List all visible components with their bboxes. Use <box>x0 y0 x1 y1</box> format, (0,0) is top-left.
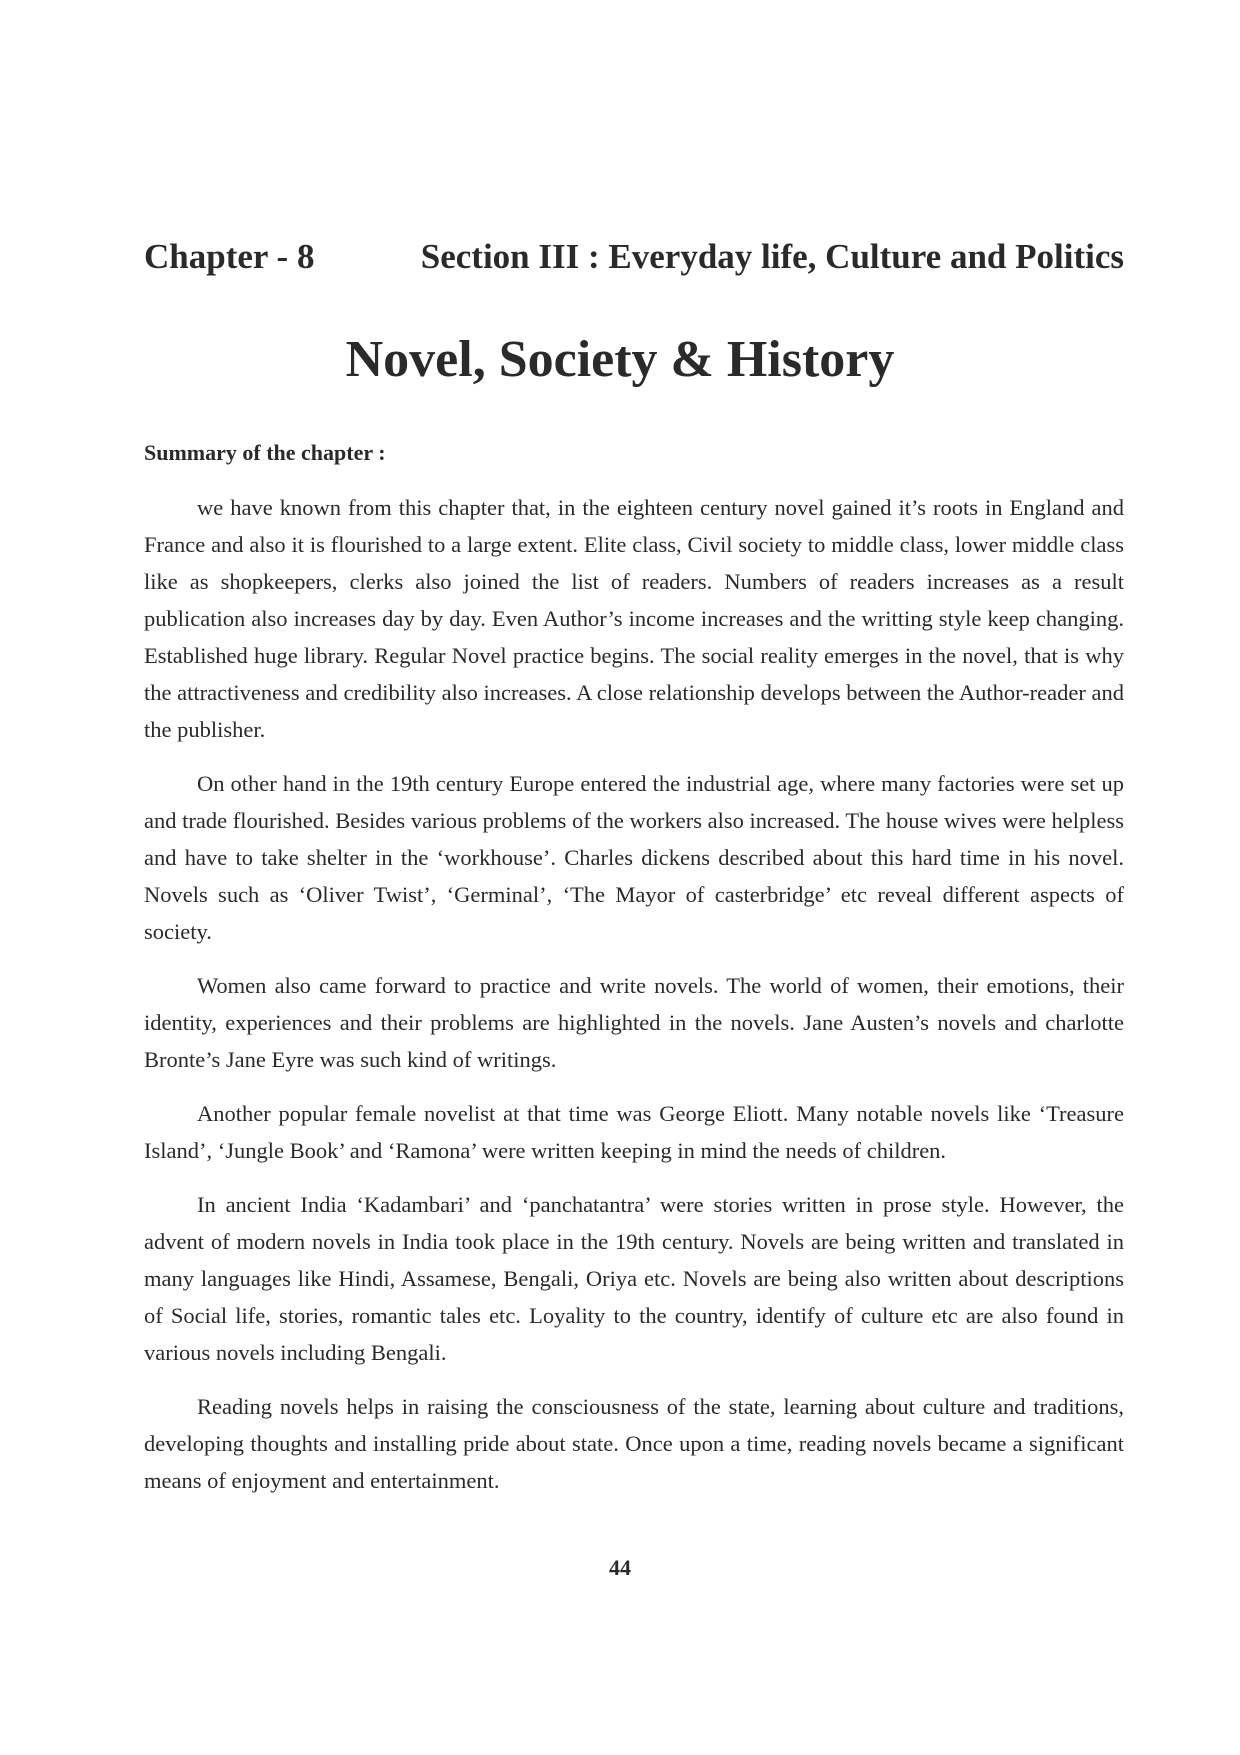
page-number: 44 <box>609 1555 631 1580</box>
paragraph: Women also came forward to practice and write novels. The world of women, their emotions, their identity, experiences and their problems are highlighted in the novels. Jane Austen’s novels and charlotte Bronte’s Jane Eyre was such kind of writings. <box>144 973 1124 1072</box>
summary-heading: Summary of the chapter : <box>144 440 386 465</box>
summary-body <box>144 489 1124 1516</box>
paragraph: In ancient India ‘Kadambari’ and ‘panchatantra’ were stories written in prose style. However, the advent of modern novels in India took place in the 19th century. Novels are being written and translated in many languages like Hindi, Assamese, Bengali, Oriya etc. Novels are being also written about descriptions of Social life, stories, romantic tales etc. Loyality to the country, identify of culture etc are also found in various novels including Bengali. <box>144 1192 1124 1365</box>
paragraph: we have known from this chapter that, in the eighteen century novel gained it’s roots in England and France and also it is flourished to a large extent. Elite class, Civil society to middle class, lower middle class like as shopkeepers, clerks also joined the list of readers. Numbers of readers increases as a result publication also increases day by day. Even Author’s income increases and the writting style keep changing. Established huge library. Regular Novel practice begins. The social reality emerges in the novel, that is why the attractiveness and credibility also increases. A close relationship develops between the Author-reader and the publisher. <box>144 495 1124 742</box>
paragraph: Reading novels helps in raising the consciousness of the state, learning about culture and traditions, developing thoughts and installing pride about state. Once upon a time, reading novels became a significant means of enjoyment and entertainment. <box>144 1394 1124 1493</box>
paragraph: Another popular female novelist at that time was George Eliott. Many notable novels like ‘Treasure Island’, ‘Jungle Book’ and ‘Ramona’ were written keeping in mind the needs of children. <box>144 1101 1124 1163</box>
page-title: Novel, Society & History <box>345 330 895 388</box>
section-title: Section III : Everyday life, Culture and Politics <box>420 237 1124 276</box>
chapter-number: Chapter - 8 <box>144 237 315 276</box>
chapter-header <box>144 232 1124 282</box>
paragraph: On other hand in the 19th century Europe entered the industrial age, where many factories were set up and trade flourished. Besides various problems of the workers also increased. The house wives were helpless and have to take shelter in the ‘workhouse’. Charles dickens described about this hard time in his novel. Novels such as ‘Oliver Twist’, ‘Germinal’, ‘The Mayor of casterbridge’ etc reveal different aspects of society. <box>144 771 1124 944</box>
